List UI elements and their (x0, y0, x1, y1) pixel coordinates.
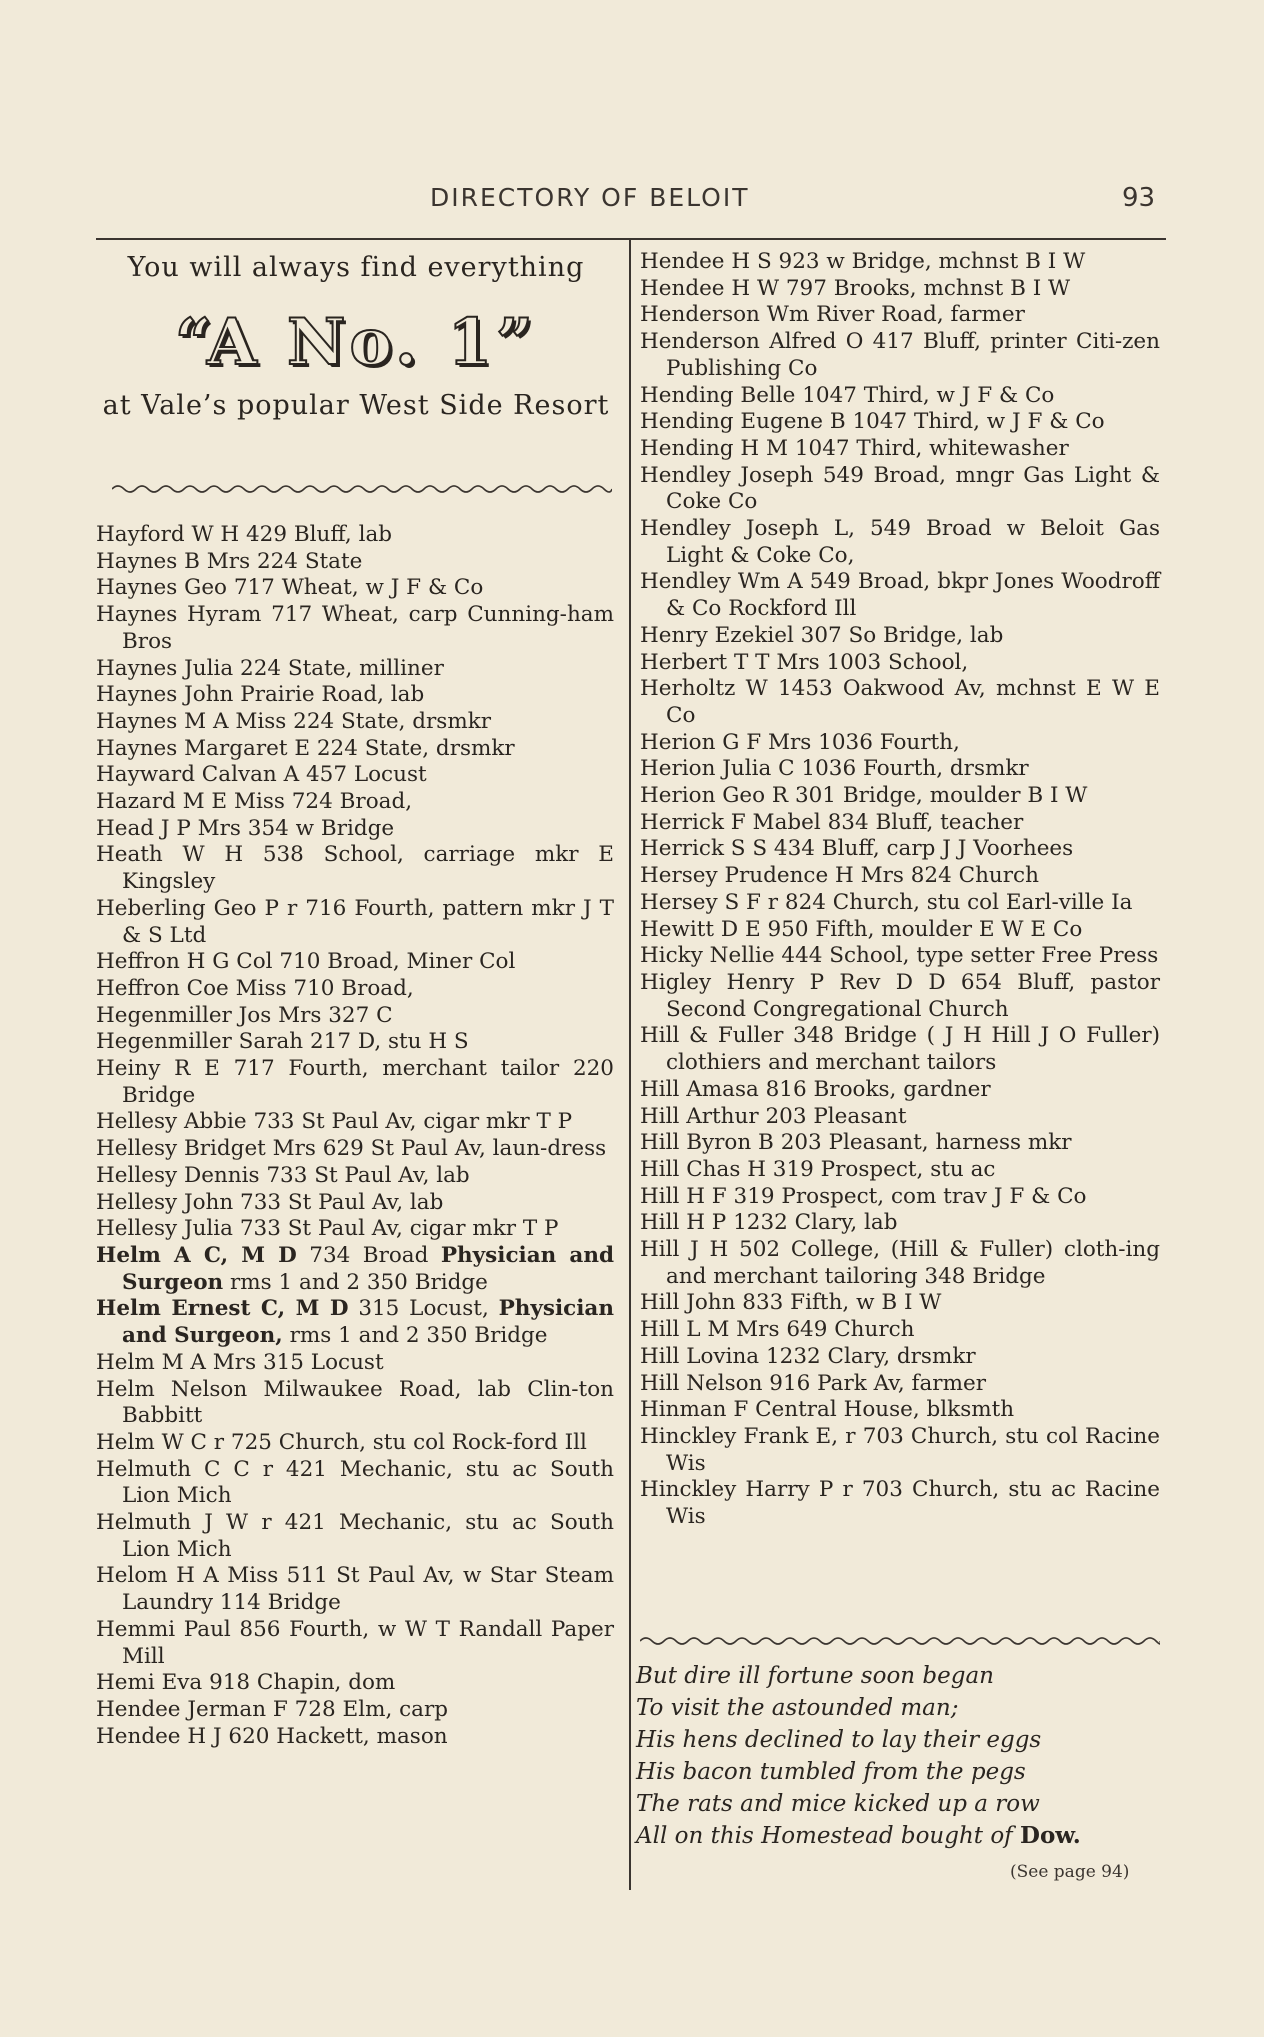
listing-entry: Hill Arthur 203 Pleasant (640, 1103, 907, 1129)
listing-entry: Heffron Coe Miss 710 Broad, (96, 975, 414, 1001)
listing-entry: Hegenmiller Jos Mrs 327 C (96, 1002, 393, 1028)
listing-entry: Hill Lovina 1232 Clary, drsmkr (640, 1343, 976, 1369)
page-header (0, 183, 1264, 223)
listing-entry: Hill Amasa 816 Brooks, gardner (640, 1076, 991, 1102)
listing-entry: Helom H A Miss 511 St Paul Av, w Star Steam Laundry 114 Bridge (96, 1563, 614, 1616)
poem-line: But dire ill fortune soon began (636, 1663, 994, 1689)
listing-entry: Hazard M E Miss 724 Broad, (96, 789, 413, 815)
page-number: 93 (1122, 183, 1156, 213)
listing-entry: Hendley Joseph 549 Broad, mngr Gas Light & Coke Co (640, 462, 1160, 515)
listing-entry: Hill Byron B 203 Pleasant, harness mkr (640, 1130, 1072, 1156)
listing-entry: Hending Eugene B 1047 Third, w J F & Co (640, 409, 1105, 435)
wavy-divider (112, 482, 612, 496)
listing-entry: Hinckley Harry P r 703 Church, stu ac Racine Wis (640, 1477, 1160, 1530)
listing-entry: Hersey Prudence H Mrs 824 Church (640, 863, 1039, 889)
ad-headline: “A No. 1” (175, 305, 537, 380)
listing-entry: Hellesy Abbie 733 St Paul Av, cigar mkr T P (96, 1109, 573, 1135)
poem (636, 1660, 1166, 1852)
listing-entry: Haynes Hyram 717 Wheat, carp Cunning-ham Bros (96, 602, 614, 654)
ad-line-3: at Vale’s popular West Side Resort (102, 390, 610, 421)
listing-entry-bold: Helm Ernest C, M D 315 Locust, Physician and Surgeon, rms 1 and 2 350 Bridge (96, 1296, 614, 1349)
poem-reference: (See page 94) (1010, 1862, 1130, 1882)
listing-entry: Herholtz W 1453 Oakwood Av, mchnst E W E Co (640, 676, 1160, 728)
listing-entry: Hendee H W 797 Brooks, mchnst B I W (640, 275, 1071, 301)
wavy-divider (640, 1634, 1160, 1648)
ad-line-1: You will always find everything (127, 252, 585, 283)
listing-entry: Hill & Fuller 348 Bridge ( J H Hill J O Fuller) clothiers and merchant tailors (640, 1023, 1160, 1076)
listing-entry: Hinckley Frank E, r 703 Church, stu col Racine Wis (640, 1423, 1160, 1476)
header-rule (96, 238, 1166, 240)
listing-entry: Hemi Eva 918 Chapin, dom (96, 1670, 396, 1696)
listing-entry: Hayward Calvan A 457 Locust (96, 762, 427, 788)
listing-entry: Hendley Wm A 549 Broad, bkpr Jones Woodroff & Co Rockford Ill (640, 569, 1160, 622)
listing-entry: Hellesy Bridget Mrs 629 St Paul Av, laun-dress (96, 1136, 607, 1162)
left-column (96, 522, 614, 1750)
listing-entry: Henry Ezekiel 307 So Bridge, lab (640, 622, 1004, 648)
listing-entry: Hill H F 319 Prospect, com trav J F & Co (640, 1183, 1087, 1209)
listing-entry: Helm Nelson Milwaukee Road, lab Clin-ton Babbitt (96, 1376, 614, 1429)
listing-entry: Hersey S F r 824 Church, stu col Earl-ville Ia (640, 889, 1133, 915)
listing-entry: Hellesy John 733 St Paul Av, lab (96, 1189, 444, 1215)
listing-entry: Haynes Julia 224 State, milliner (96, 655, 444, 681)
listing-entry: Hendee Jerman F 728 Elm, carp (96, 1696, 449, 1722)
listing-entry: Heath W H 538 School, carriage mkr E Kingsley (96, 842, 614, 895)
listing-entry: Haynes B Mrs 224 State (96, 548, 363, 574)
listing-entry: Heiny R E 717 Fourth, merchant tailor 220 Bridge (96, 1056, 614, 1108)
listing-entry: Haynes John Prairie Road, lab (96, 682, 425, 708)
listing-entry: Hayford W H 429 Bluff, lab (96, 522, 393, 547)
listing-entry: Helm W C r 725 Church, stu col Rock-ford Ill (96, 1429, 587, 1455)
listing-entry: Hill H P 1232 Clary, lab (640, 1210, 898, 1236)
page-title: DIRECTORY OF BELOIT (430, 183, 750, 212)
listing-entry: Helm M A Mrs 315 Locust (96, 1349, 384, 1375)
listing-entry: Hewitt D E 950 Fifth, moulder E W E Co (640, 916, 1083, 942)
listing-entry: Herion G F Mrs 1036 Fourth, (640, 729, 960, 755)
listing-entry: Hellesy Julia 733 St Paul Av, cigar mkr T P (96, 1216, 559, 1242)
listing-entry: Hicky Nellie 444 School, type setter Free Press (640, 943, 1159, 969)
poem-line: All on this Homestead bought of Dow. (636, 1822, 1081, 1849)
listing-entry: Hill L M Mrs 649 Church (640, 1317, 915, 1343)
listing-entry: Helmuth C C r 421 Mechanic, stu ac South Lion Mich (96, 1456, 614, 1509)
listing-entry: Haynes Geo 717 Wheat, w J F & Co (96, 575, 484, 601)
poem-line: His hens declined to lay their eggs (636, 1727, 1042, 1753)
listing-entry: Herrick S S 434 Bluff, carp J J Voorhees (640, 836, 1074, 862)
listing-entry: Hending Belle 1047 Third, w J F & Co (640, 382, 1055, 408)
listing-entry: Higley Henry P Rev D D 654 Bluff, pastor Second Congregational Church (640, 969, 1160, 1022)
listing-entry: Hendee H S 923 w Bridge, mchnst B I W (640, 249, 1086, 274)
listing-entry: Herbert T T Mrs 1003 School, (640, 649, 969, 675)
listing-entry: Hending H M 1047 Third, whitewasher (640, 435, 1069, 461)
listing-entry: Hegenmiller Sarah 217 D, stu H S (96, 1029, 469, 1055)
listing-entry: Henderson Alfred O 417 Bluff, printer Citi-zen Publishing Co (640, 329, 1160, 381)
listing-entry: Hellesy Dennis 733 St Paul Av, lab (96, 1162, 470, 1188)
column-divider (629, 240, 631, 1890)
listing-entry: Henderson Wm River Road, farmer (640, 302, 1025, 328)
listing-entry: Hendee H J 620 Hackett, mason (96, 1723, 448, 1749)
listing-entry: Heffron H G Col 710 Broad, Miner Col (96, 949, 516, 975)
listing-entry: Herion Geo R 301 Bridge, moulder B I W (640, 783, 1088, 809)
listing-entry: Hendley Joseph L, 549 Broad w Beloit Gas Light & Coke Co, (640, 516, 1160, 568)
listing-entry: Herrick F Mabel 834 Bluff, teacher (640, 809, 1024, 835)
listing-entry: Head J P Mrs 354 w Bridge (96, 815, 395, 841)
listing-entry-bold: Helm A C, M D 734 Broad Physician and Surgeon rms 1 and 2 350 Bridge (96, 1242, 614, 1295)
listing-entry: Haynes M A Miss 224 State, drsmkr (96, 708, 492, 734)
advertisement (96, 252, 616, 421)
poem-line: The rats and mice kicked up a row (636, 1791, 1040, 1817)
listing-entry: Hinman F Central House, blksmth (640, 1397, 1015, 1423)
listing-entry: Hill John 833 Fifth, w B I W (640, 1290, 942, 1316)
listing-entry: Hill J H 502 College, (Hill & Fuller) cloth-ing and merchant tailoring 348 Bridge (640, 1237, 1160, 1289)
listing-entry: Haynes Margaret E 224 State, drsmkr (96, 735, 515, 761)
listing-entry: Hemmi Paul 856 Fourth, w W T Randall Paper Mill (96, 1616, 614, 1669)
right-column (640, 249, 1160, 1531)
listing-entry: Helmuth J W r 421 Mechanic, stu ac South Lion Mich (96, 1510, 614, 1562)
listing-entry: Hill Chas H 319 Prospect, stu ac (640, 1156, 996, 1182)
poem-line: To visit the astounded man; (636, 1695, 959, 1721)
poem-line: His bacon tumbled from the pegs (636, 1759, 1026, 1785)
listing-entry: Herion Julia C 1036 Fourth, drsmkr (640, 756, 1029, 782)
listing-entry: Heberling Geo P r 716 Fourth, pattern mkr J T & S Ltd (96, 895, 614, 948)
listing-entry: Hill Nelson 916 Park Av, farmer (640, 1370, 986, 1396)
